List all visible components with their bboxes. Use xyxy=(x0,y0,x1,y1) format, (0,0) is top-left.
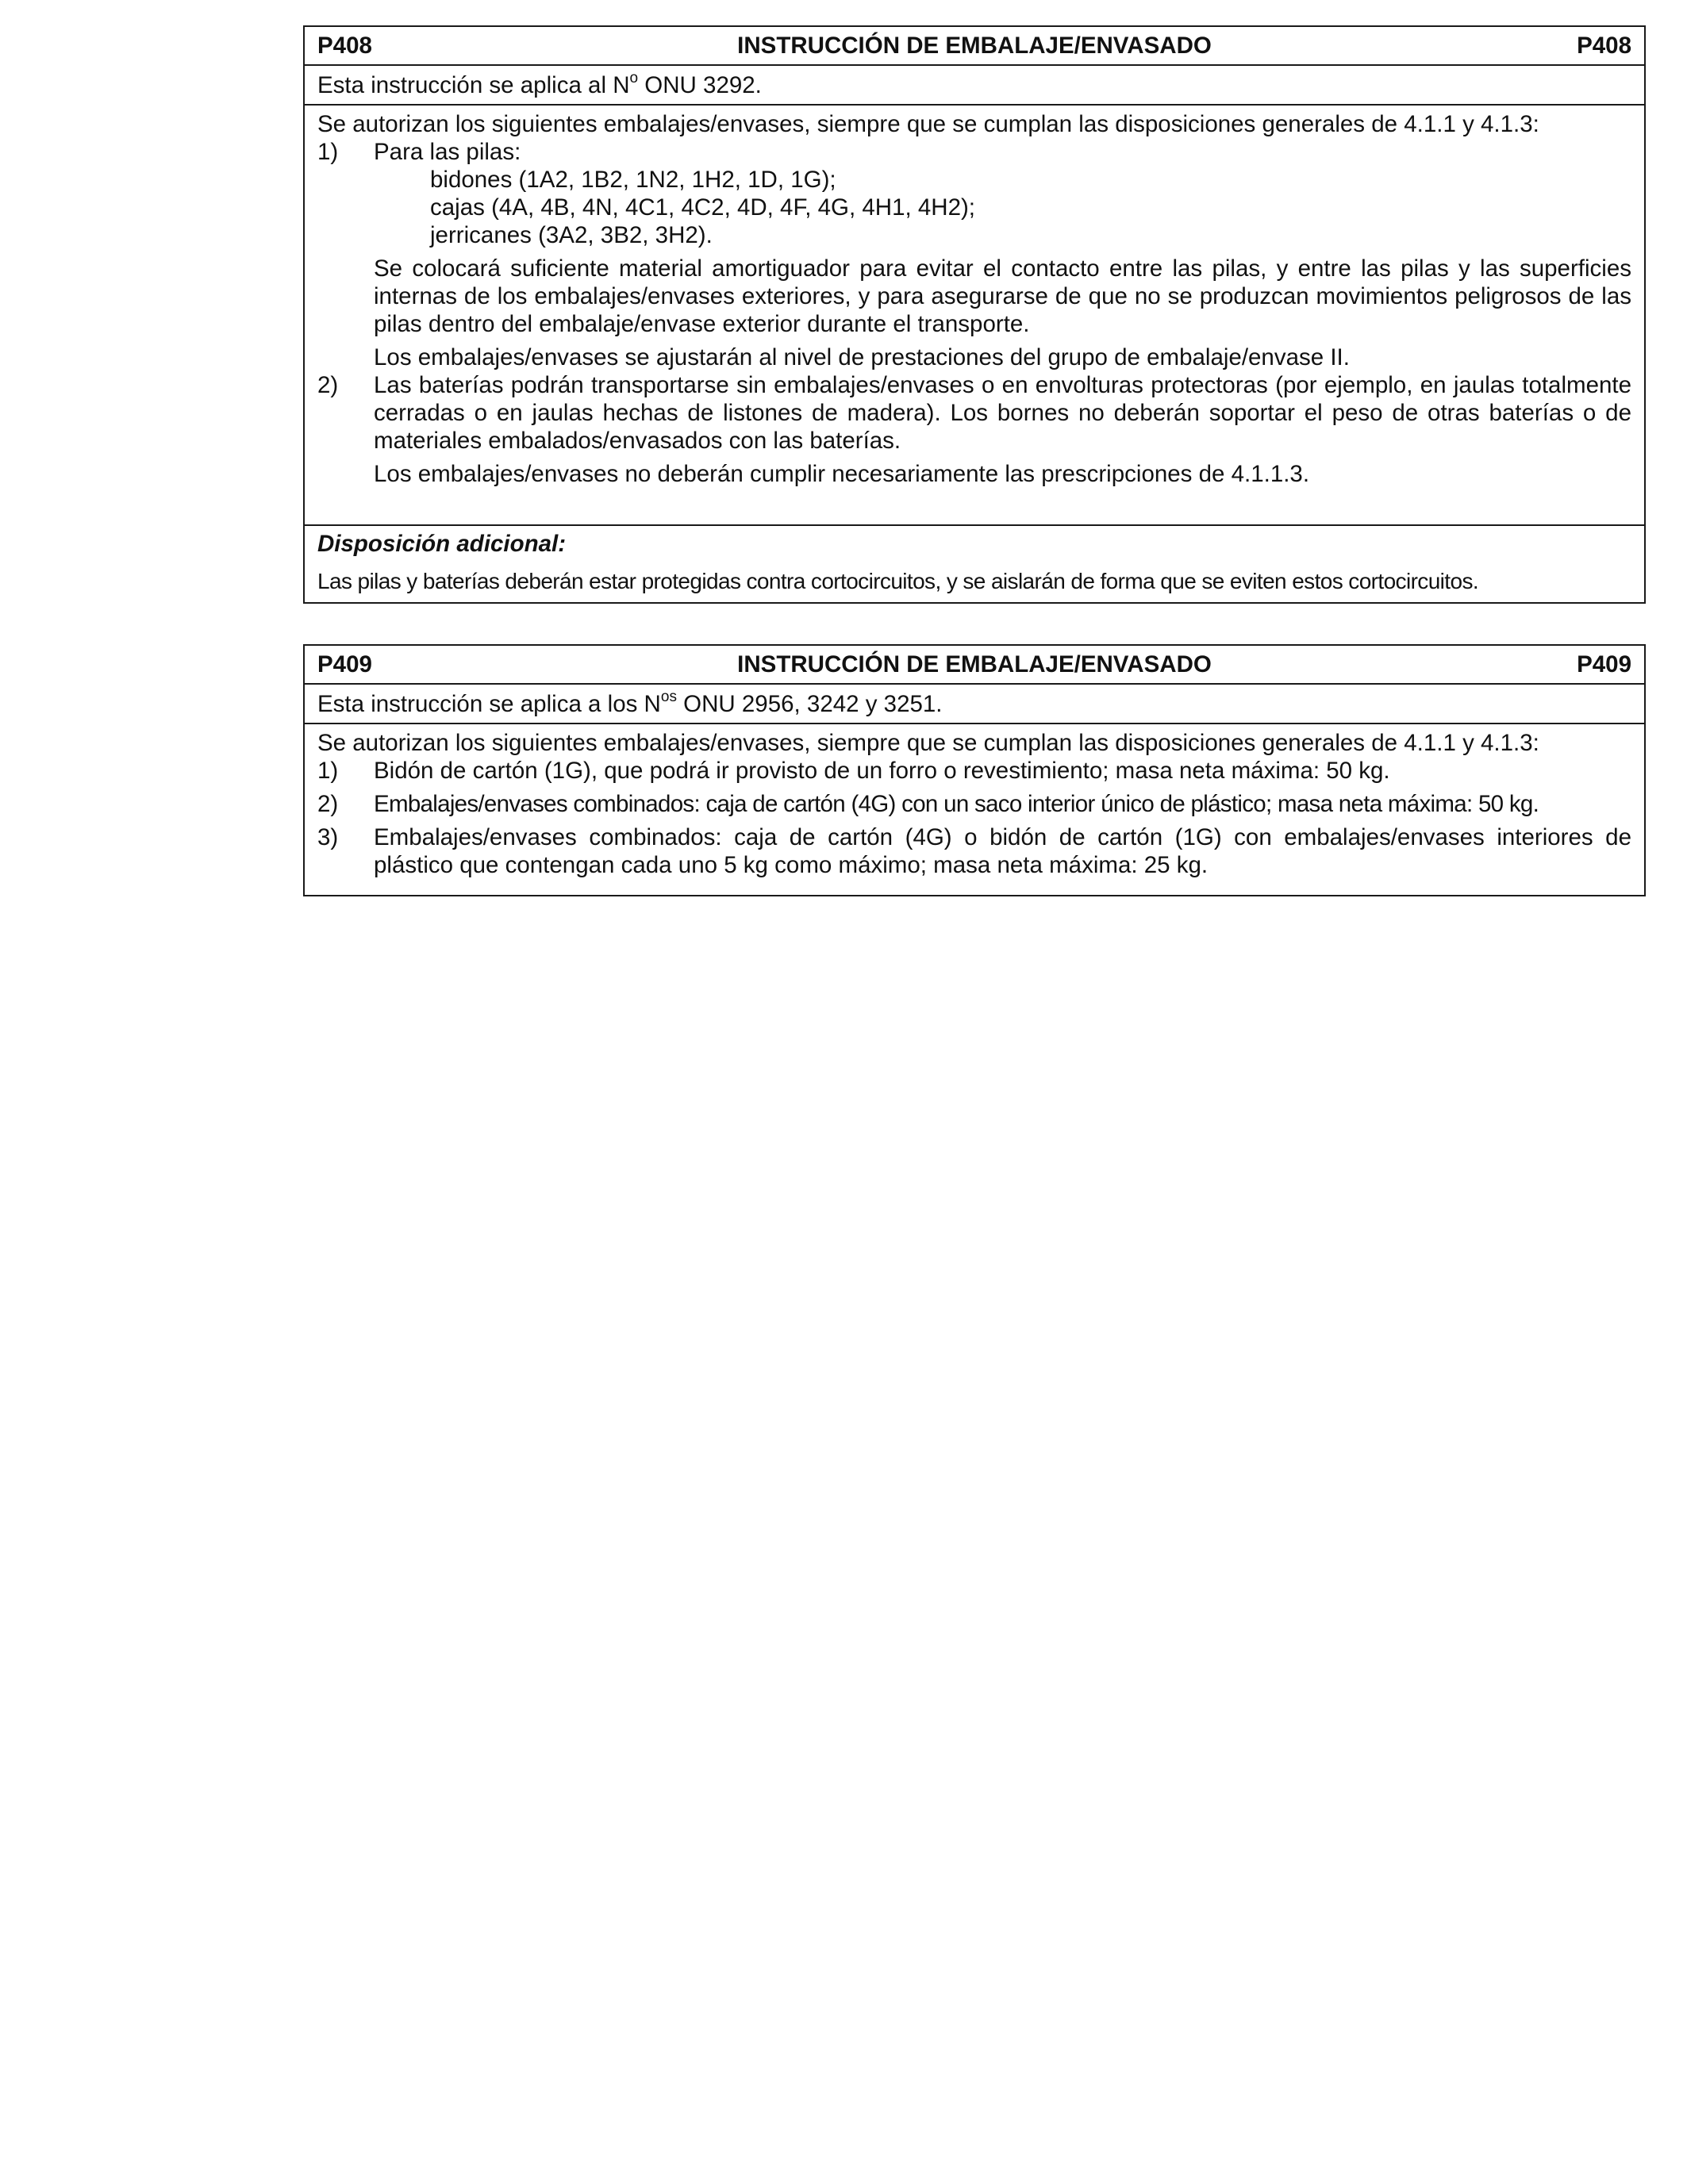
p409-applies-prefix: Esta instrucción se aplica a los N xyxy=(317,690,661,717)
p409-header-row xyxy=(305,646,1644,685)
p408-code-right: P408 xyxy=(1577,33,1631,59)
packing-instruction-p409 xyxy=(303,644,1646,896)
p408-applies-sup: o xyxy=(629,69,639,86)
p408-item-2-number: 2) xyxy=(317,372,339,398)
p408-additional-text: Las pilas y baterías deberán estar protegidas contra cortocircuitos, y se aislarán de forma que se eviten estos cortocircuitos. xyxy=(317,568,1479,593)
list-item: cajas (4A, 4B, 4N, 4C1, 4C2, 4D, 4F, 4G, 4H1, 4H2); xyxy=(430,194,975,221)
p409-applies-sup: os xyxy=(660,688,677,705)
p409-item-1-number: 1) xyxy=(317,758,339,784)
p408-header-row xyxy=(305,27,1644,66)
p409-code-left: P409 xyxy=(317,651,372,677)
list-item: bidones (1A2, 1B2, 1N2, 1H2, 1D, 1G); xyxy=(430,167,836,193)
p409-item-2-number: 2) xyxy=(317,791,339,817)
p409-applies-row xyxy=(305,685,1644,724)
p409-item-2 xyxy=(317,790,1631,818)
p409-item-1-text: Bidón de cartón (1G), que podrá ir provisto de un forro o revestimiento; masa neta máxima: 50 kg. xyxy=(374,758,1390,784)
p408-item-1-number: 1) xyxy=(317,139,339,165)
p409-item-2-text: Embalajes/envases combinados: caja de cartón (4G) con un saco interior único de plástico; masa neta máxima: 50 kg. xyxy=(374,791,1539,817)
p408-applies-suffix: ONU 3292. xyxy=(638,71,762,98)
p408-intro: Se autorizan los siguientes embalajes/envases, siempre que se cumplan las disposiciones generales de 4.1.1 y 4.1.3: xyxy=(317,111,1539,137)
p408-additional-provision xyxy=(305,526,1644,600)
p408-item-1-label: Para las pilas: xyxy=(374,139,521,165)
p408-additional-heading: Disposición adicional: xyxy=(317,531,567,557)
p409-intro: Se autorizan los siguientes embalajes/envases, siempre que se cumplan las disposiciones generales de 4.1.1 y 4.1.3: xyxy=(317,730,1539,756)
p409-item-3-text: Embalajes/envases combinados: caja de cartón (4G) o bidón de cartón (1G) con embalajes/envases interiores de plástico que contengan cada uno 5 kg como máximo; masa neta máxima: 25 kg. xyxy=(374,824,1631,878)
p409-applies-suffix: ONU 2956, 3242 y 3251. xyxy=(676,690,943,717)
p409-item-3 xyxy=(317,823,1631,879)
p408-title: INSTRUCCIÓN DE EMBALAJE/ENVASADO xyxy=(737,33,1212,59)
p409-body xyxy=(305,724,1644,884)
p408-body xyxy=(305,106,1644,526)
p408-item-1-para-1: Se colocará suficiente material amortiguador para evitar el contacto entre las pilas, y entre las pilas y las superficies internas de los embalajes/envases exteriores, y para asegurarse de que no se produzcan movimientos peligrosos de las pilas dentro del embalaje/envase exterior durante el transporte. xyxy=(374,255,1631,337)
p409-title: INSTRUCCIÓN DE EMBALAJE/ENVASADO xyxy=(737,651,1212,677)
p409-item-3-number: 3) xyxy=(317,824,339,850)
p408-applies-prefix: Esta instrucción se aplica al N xyxy=(317,71,630,98)
p408-item-2 xyxy=(317,371,1631,455)
p409-code-right: P409 xyxy=(1577,651,1631,677)
packing-instruction-p408 xyxy=(303,25,1646,604)
list-item: jerricanes (3A2, 3B2, 3H2). xyxy=(430,222,713,248)
p408-item-2-para-1: Las baterías podrán transportarse sin embalajes/envases o en envolturas protectoras (por ejemplo, en jaulas totalmente cerradas o en jaulas hechas de listones de madera). Los bornes no deberán soportar el peso de otras baterías o de materiales embalados/envasados con las baterías. xyxy=(374,372,1631,454)
p408-item-2-para-2: Los embalajes/envases no deberán cumplir necesariamente las prescripciones de 4.1.1.3. xyxy=(374,461,1310,487)
p408-item-1-para-2: Los embalajes/envases se ajustarán al nivel de prestaciones del grupo de embalaje/envase II. xyxy=(374,344,1350,370)
p408-applies-text xyxy=(317,71,762,99)
p408-item-1 xyxy=(317,138,1631,166)
p408-applies-row xyxy=(305,66,1644,106)
p409-applies-text xyxy=(317,690,943,718)
p409-item-1 xyxy=(317,757,1631,785)
p408-code-left: P408 xyxy=(317,33,372,59)
